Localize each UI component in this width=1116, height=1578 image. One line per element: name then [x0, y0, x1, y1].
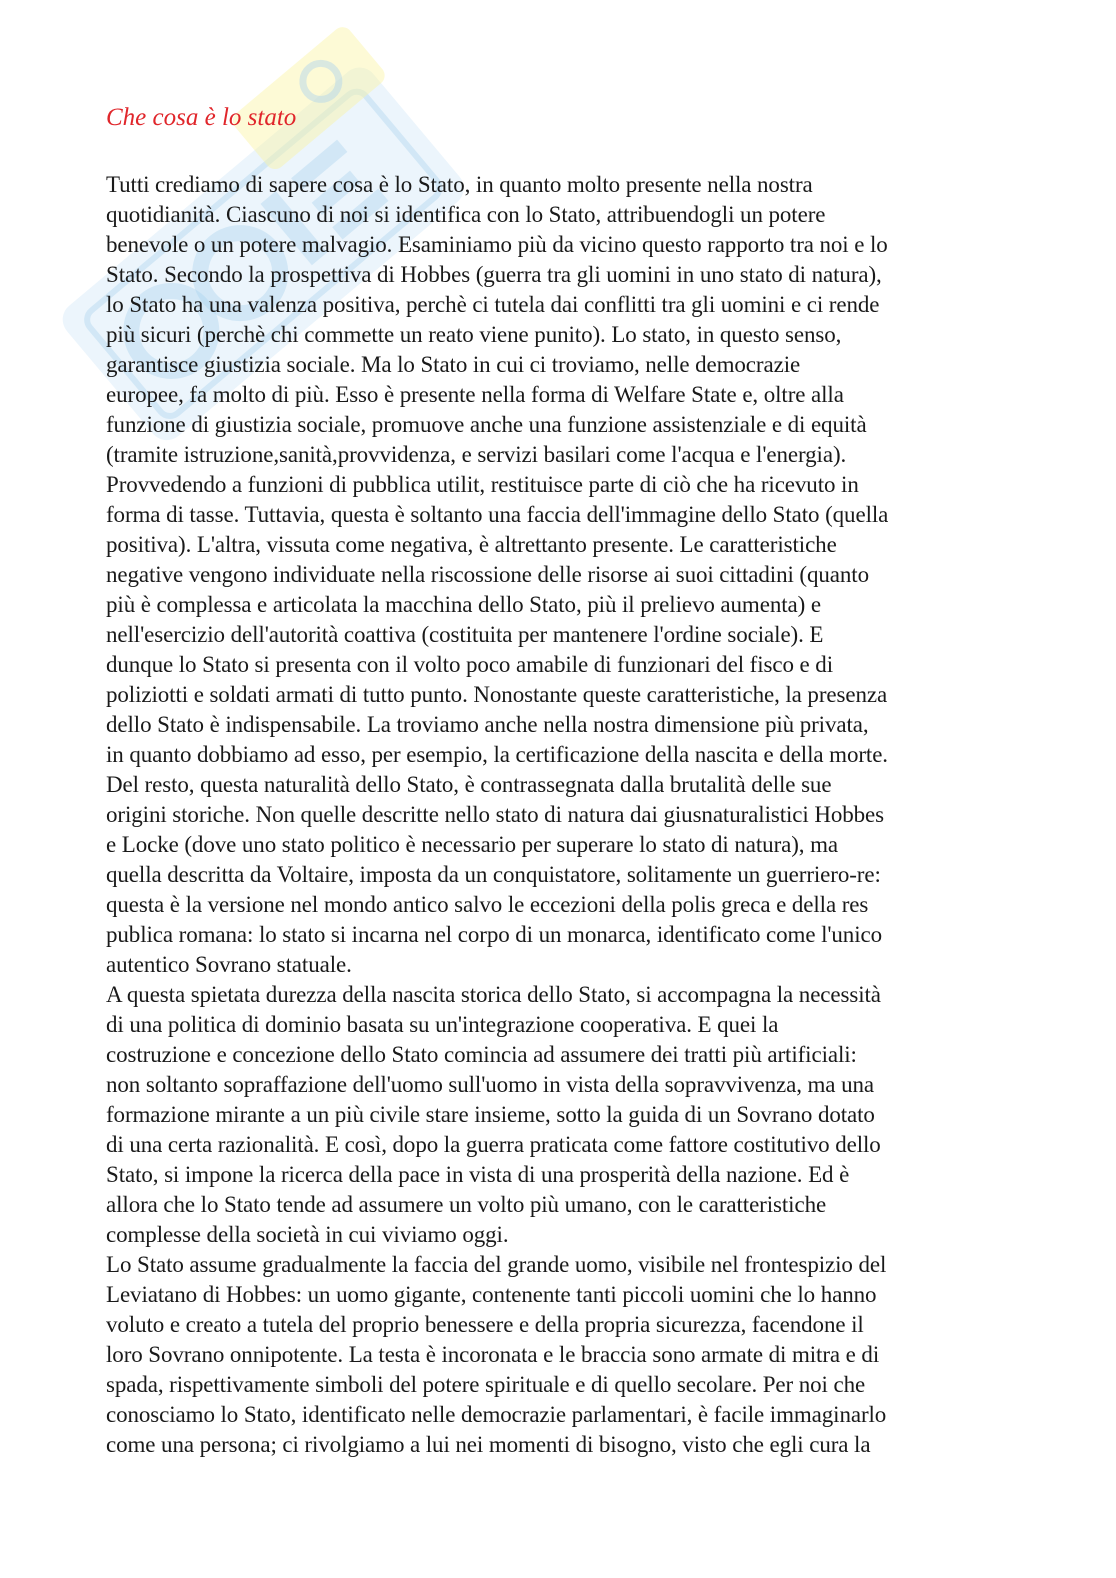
text-line: loro Sovrano onnipotente. La testa è incoronata e le braccia sono armate di mitra e di — [106, 1342, 880, 1367]
text-line: Del resto, questa naturalità dello Stato, è contrassegnata dalla brutalità delle sue — [106, 772, 832, 797]
text-line: non soltanto sopraffazione dell'uomo sull'uomo in vista della sopravvivenza, ma una — [106, 1072, 874, 1097]
text-line: autentico Sovrano statuale. — [106, 952, 352, 977]
body-text — [106, 170, 1021, 1460]
text-line: dello Stato è indispensabile. La troviamo anche nella nostra dimensione più privata, — [106, 712, 869, 737]
text-line: benevole o un potere malvagio. Esaminiamo più da vicino questo rapporto tra noi e lo — [106, 232, 888, 257]
text-line: formazione mirante a un più civile stare insieme, sotto la guida di un Sovrano dotato — [106, 1102, 875, 1127]
text-line: più è complessa e articolata la macchina dello Stato, più il prelievo aumenta) e — [106, 592, 821, 617]
text-line: forma di tasse. Tuttavia, questa è soltanto una faccia dell'immagine dello Stato (quella — [106, 502, 889, 527]
text-line: complesse della società in cui viviamo oggi. — [106, 1222, 509, 1247]
text-line: quotidianità. Ciascuno di noi si identifica con lo Stato, attribuendogli un potere — [106, 202, 826, 227]
text-line: publica romana: lo stato si incarna nel corpo di un monarca, identificato come l'unico — [106, 922, 883, 947]
text-line: spada, rispettivamente simboli del potere spirituale e di quello secolare. Per noi che — [106, 1372, 866, 1397]
text-line: questa è la versione nel mondo antico salvo le eccezioni della polis greca e della res — [106, 892, 869, 917]
text-line: Stato. Secondo la prospettiva di Hobbes (guerra tra gli uomini in uno stato di natura), — [106, 262, 882, 287]
text-line: lo Stato ha una valenza positiva, perchè ci tutela dai conflitti tra gli uomini e ci rende — [106, 292, 880, 317]
text-line: Lo Stato assume gradualmente la faccia del grande uomo, visibile nel frontespizio del — [106, 1252, 887, 1277]
text-line: voluto e creato a tutela del proprio benessere e della propria sicurezza, facendone il — [106, 1312, 864, 1337]
text-line: origini storiche. Non quelle descritte nello stato di natura dai giusnaturalistici Hobbes — [106, 802, 885, 827]
text-line: poliziotti e soldati armati di tutto punto. Nonostante queste caratteristiche, la presenza — [106, 682, 888, 707]
text-line: più sicuri (perchè chi commette un reato viene punito). Lo stato, in questo senso, — [106, 322, 842, 347]
text-line: conosciamo lo Stato, identificato nelle democrazie parlamentari, è facile immaginarlo — [106, 1402, 887, 1427]
text-line: di una politica di dominio basata su un'integrazione cooperativa. E quei la — [106, 1012, 779, 1037]
text-line: positiva). L'altra, vissuta come negativa, è altrettanto presente. Le caratteristiche — [106, 532, 837, 557]
text-line: allora che lo Stato tende ad assumere un volto più umano, con le caratteristiche — [106, 1192, 827, 1217]
text-line: in quanto dobbiamo ad esso, per esempio, la certificazione della nascita e della morte. — [106, 742, 888, 767]
document-title: Che cosa è lo stato — [106, 104, 297, 131]
text-line: quella descritta da Voltaire, imposta da un conquistatore, solitamente un guerriero-re: — [106, 862, 881, 887]
text-line: Stato, si impone la ricerca della pace in vista di una prosperità della nazione. Ed è — [106, 1162, 850, 1187]
text-line: dunque lo Stato si presenta con il volto poco amabile di funzionari del fisco e di — [106, 652, 833, 677]
text-line: (tramite istruzione,sanità,provvidenza, e servizi basilari come l'acqua e l'energia). — [106, 442, 847, 467]
text-line: di una certa razionalità. E così, dopo la guerra praticata come fattore costitutivo dello — [106, 1132, 881, 1157]
text-line: Leviatano di Hobbes: un uomo gigante, contenente tanti piccoli uomini che lo hanno — [106, 1282, 877, 1307]
text-line: garantisce giustizia sociale. Ma lo Stato in cui ci troviamo, nelle democrazie — [106, 352, 801, 377]
text-line: negative vengono individuate nella riscossione delle risorse ai suoi cittadini (quanto — [106, 562, 869, 587]
text-line: funzione di giustizia sociale, promuove anche una funzione assistenziale e di equità — [106, 412, 867, 437]
text-line: e Locke (dove uno stato politico è necessario per superare lo stato di natura), ma — [106, 832, 839, 857]
text-line: europee, fa molto di più. Esso è presente nella forma di Welfare State e, oltre alla — [106, 382, 844, 407]
text-line: nell'esercizio dell'autorità coattiva (costituita per mantenere l'ordine sociale). E — [106, 622, 824, 647]
text-line: Provvedendo a funzioni di pubblica utilit, restituisce parte di ciò che ha ricevuto in — [106, 472, 859, 497]
text-line: costruzione e concezione dello Stato comincia ad assumere dei tratti più artificiali: — [106, 1042, 857, 1067]
text-line: A questa spietata durezza della nascita storica dello Stato, si accompagna la necessità — [106, 982, 881, 1007]
text-line: come una persona; ci rivolgiamo a lui nei momenti di bisogno, visto che egli cura la — [106, 1432, 871, 1457]
text-line: Tutti crediamo di sapere cosa è lo Stato, in quanto molto presente nella nostra — [106, 172, 813, 197]
